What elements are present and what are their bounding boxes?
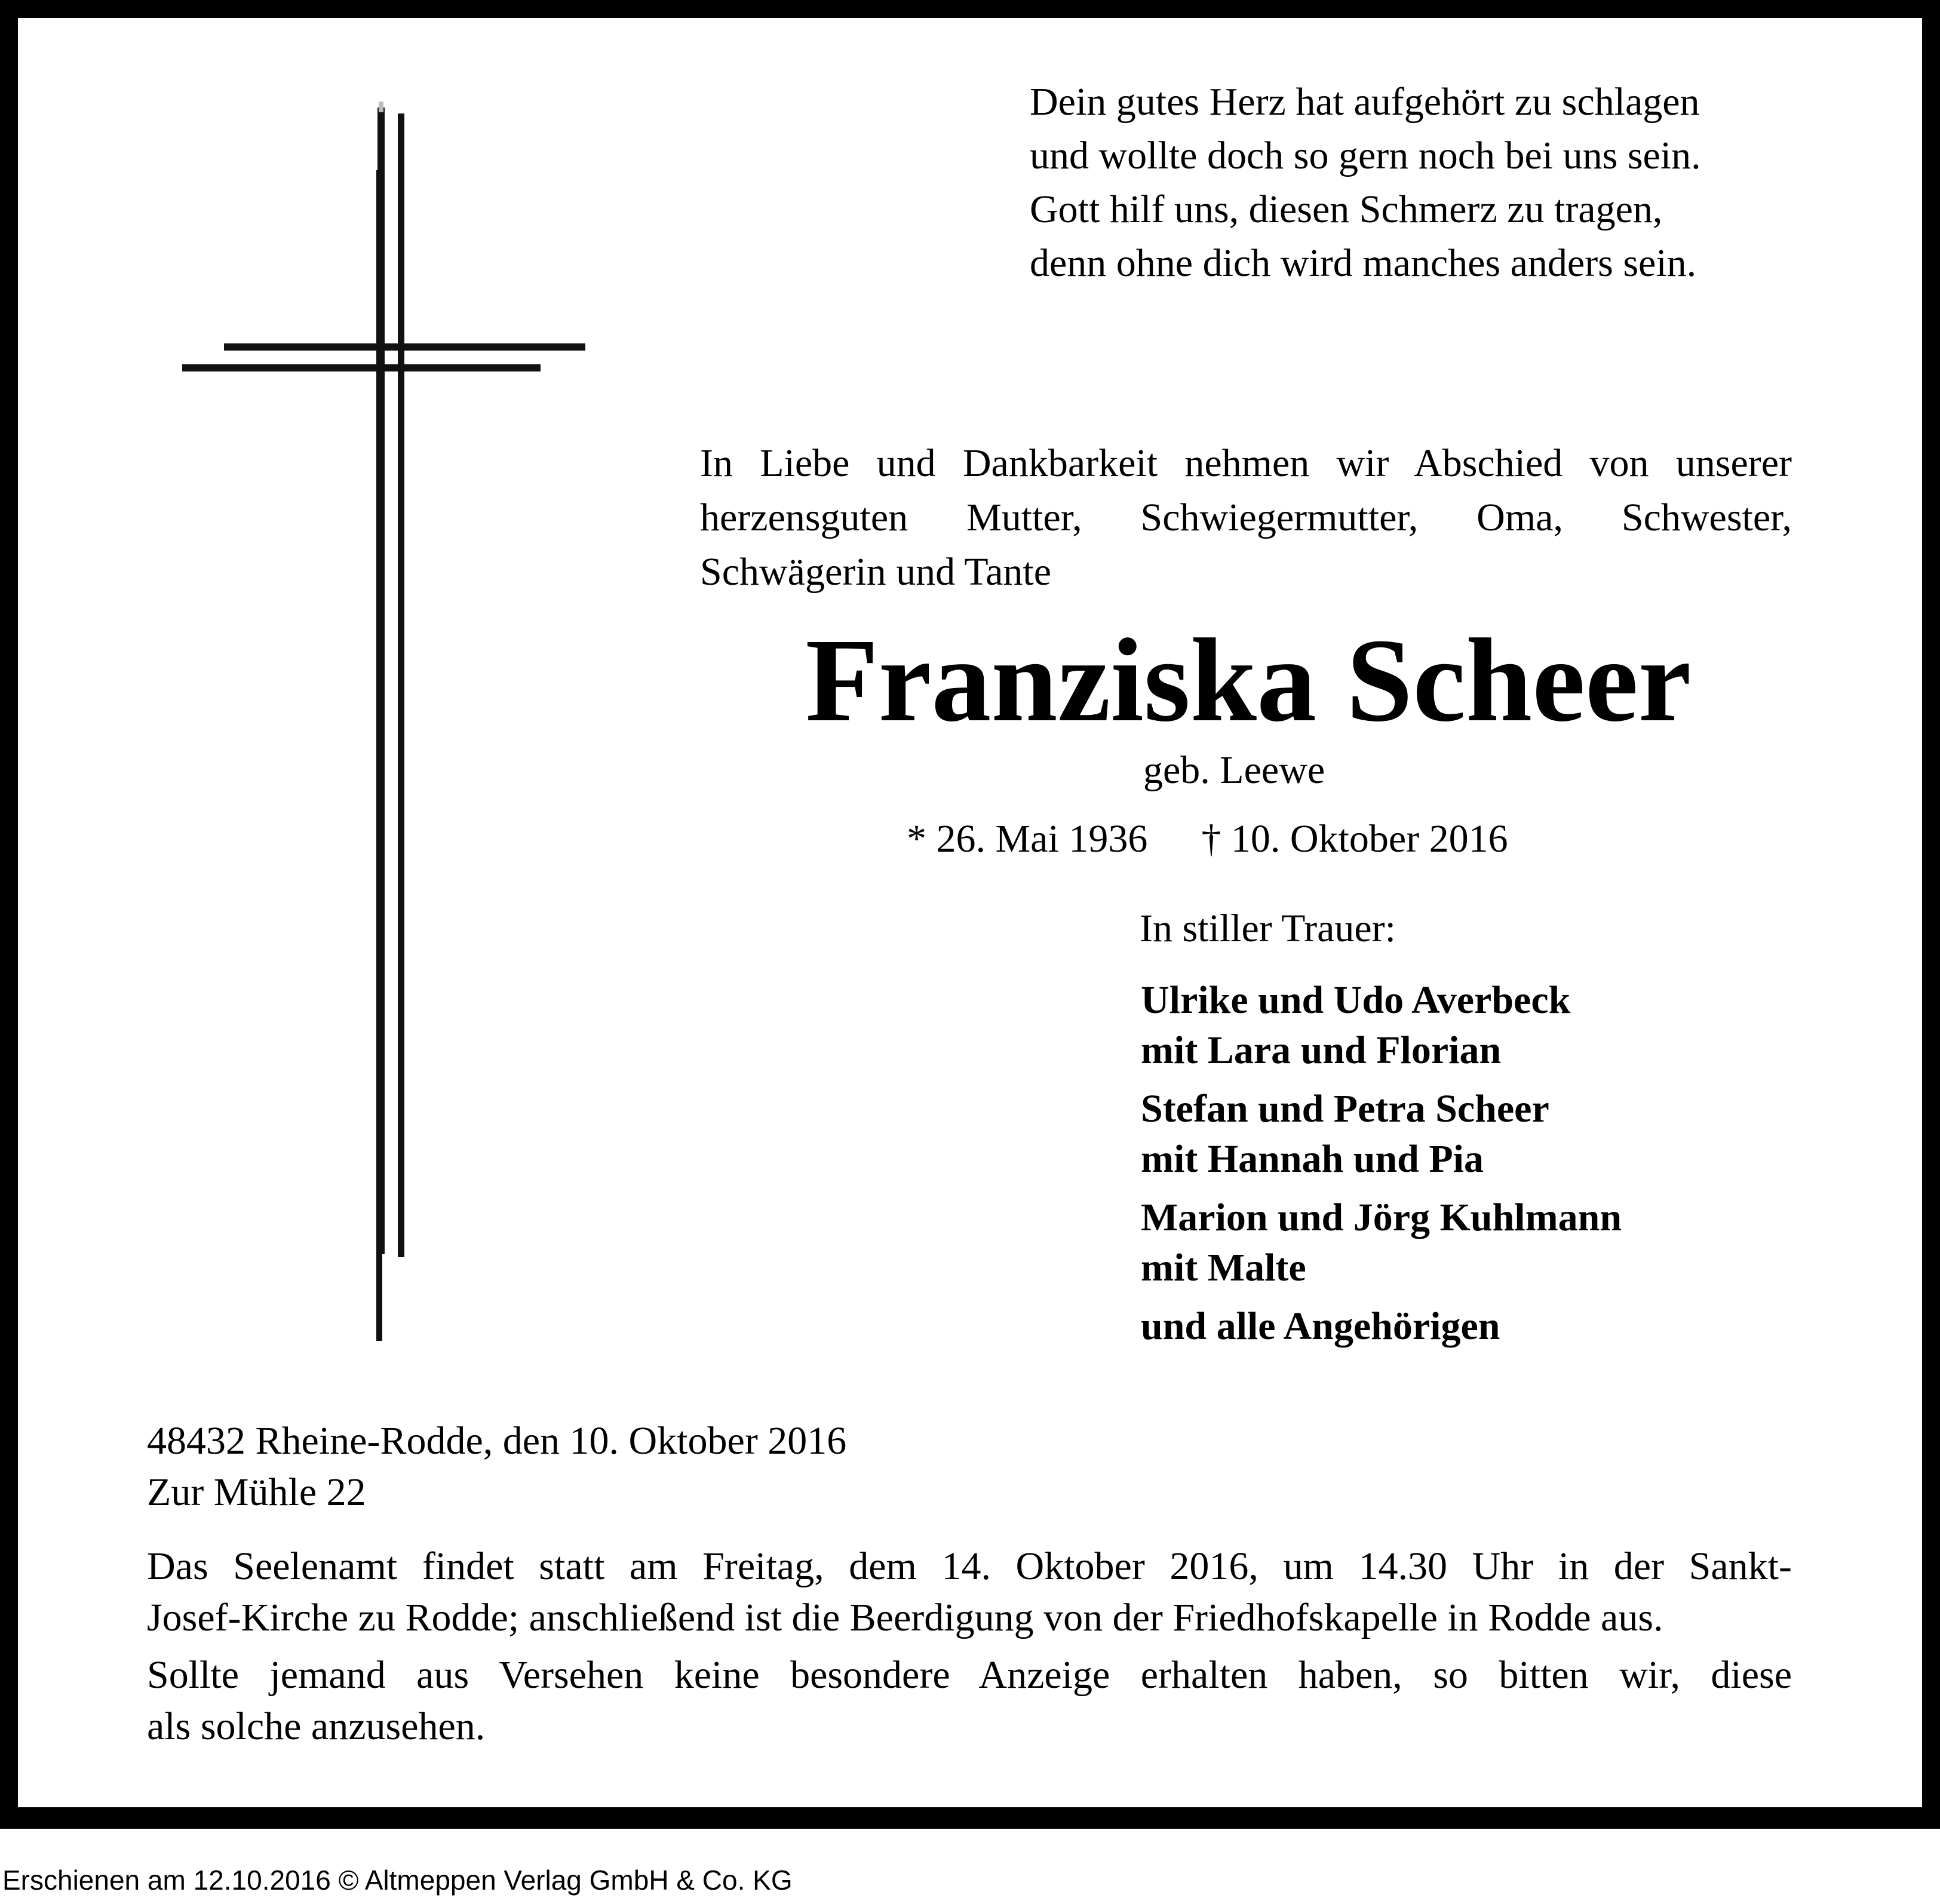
birth-date: * 26. Mai 1936 xyxy=(907,817,1148,861)
mourner-line: und alle Angehörigen xyxy=(1141,1304,1500,1348)
intro-line: herzensguten Mutter, Schwiegermutter, Oma, Schwester, xyxy=(700,496,1792,539)
intro-line: Schwägerin und Tante xyxy=(700,550,1052,594)
poem-line: denn ohne dich wird manches anders sein. xyxy=(1030,241,1697,285)
notice-line: Das Seelenamt findet statt am Freitag, dem 14. Oktober 2016, um 14.30 Uhr in der Sankt- xyxy=(147,1544,1792,1588)
mourner-line: Marion und Jörg Kuhlmann xyxy=(1141,1196,1622,1239)
publication-footer: Erschienen am 12.10.2016 © Altmeppen Verlag GmbH & Co. KG xyxy=(2,1865,793,1896)
mourner-line: mit Malte xyxy=(1141,1246,1306,1289)
life-dates xyxy=(907,812,1508,866)
card-notice xyxy=(147,1650,1792,1752)
notice-line: Sollte jemand aus Versehen keine besondere Anzeige erhalten haben, so bitten wir, diese xyxy=(147,1653,1792,1697)
street: Zur Mühle 22 xyxy=(147,1470,366,1514)
mourner-line: mit Hannah und Pia xyxy=(1141,1137,1484,1181)
intro-line: In Liebe und Dankbarkeit nehmen wir Abschied von unserer xyxy=(700,441,1792,485)
poem-line: und wollte doch so gern noch bei uns sein. xyxy=(1030,134,1701,177)
mourner-line: mit Lara und Florian xyxy=(1141,1028,1502,1072)
place-date: 48432 Rheine-Rodde, den 10. Oktober 2016 xyxy=(147,1419,847,1463)
poem xyxy=(1030,75,1806,290)
address-block xyxy=(147,1415,846,1518)
born-name: geb. Leewe xyxy=(1143,748,1325,792)
death-date: † 10. Oktober 2016 xyxy=(1201,817,1508,861)
poem-line: Gott hilf uns, diesen Schmerz zu tragen, xyxy=(1030,188,1663,231)
deceased-name: Franziska Scheer xyxy=(805,615,1692,747)
mourner-group xyxy=(1141,975,1622,1076)
mourner-group xyxy=(1141,1301,1622,1352)
notice-line: Josef-Kirche zu Rodde; anschließend ist die Beerdigung von der Friedhofskapelle in Rodde aus. xyxy=(147,1596,1663,1639)
mourner-line: Ulrike und Udo Averbeck xyxy=(1141,978,1571,1022)
poem-line: Dein gutes Herz hat aufgehört zu schlagen xyxy=(1030,80,1700,124)
mourner-group xyxy=(1141,1084,1622,1184)
service-notice xyxy=(147,1541,1792,1644)
cross-vertical-bars xyxy=(179,108,609,1332)
intro-text xyxy=(700,436,1792,599)
notice-line: als solche anzusehen. xyxy=(147,1705,486,1748)
mourner-group xyxy=(1141,1193,1622,1293)
mourners-list xyxy=(1141,975,1622,1360)
mourner-line: Stefan und Petra Scheer xyxy=(1141,1087,1549,1131)
mourning-heading: In stiller Trauer: xyxy=(1140,907,1396,950)
